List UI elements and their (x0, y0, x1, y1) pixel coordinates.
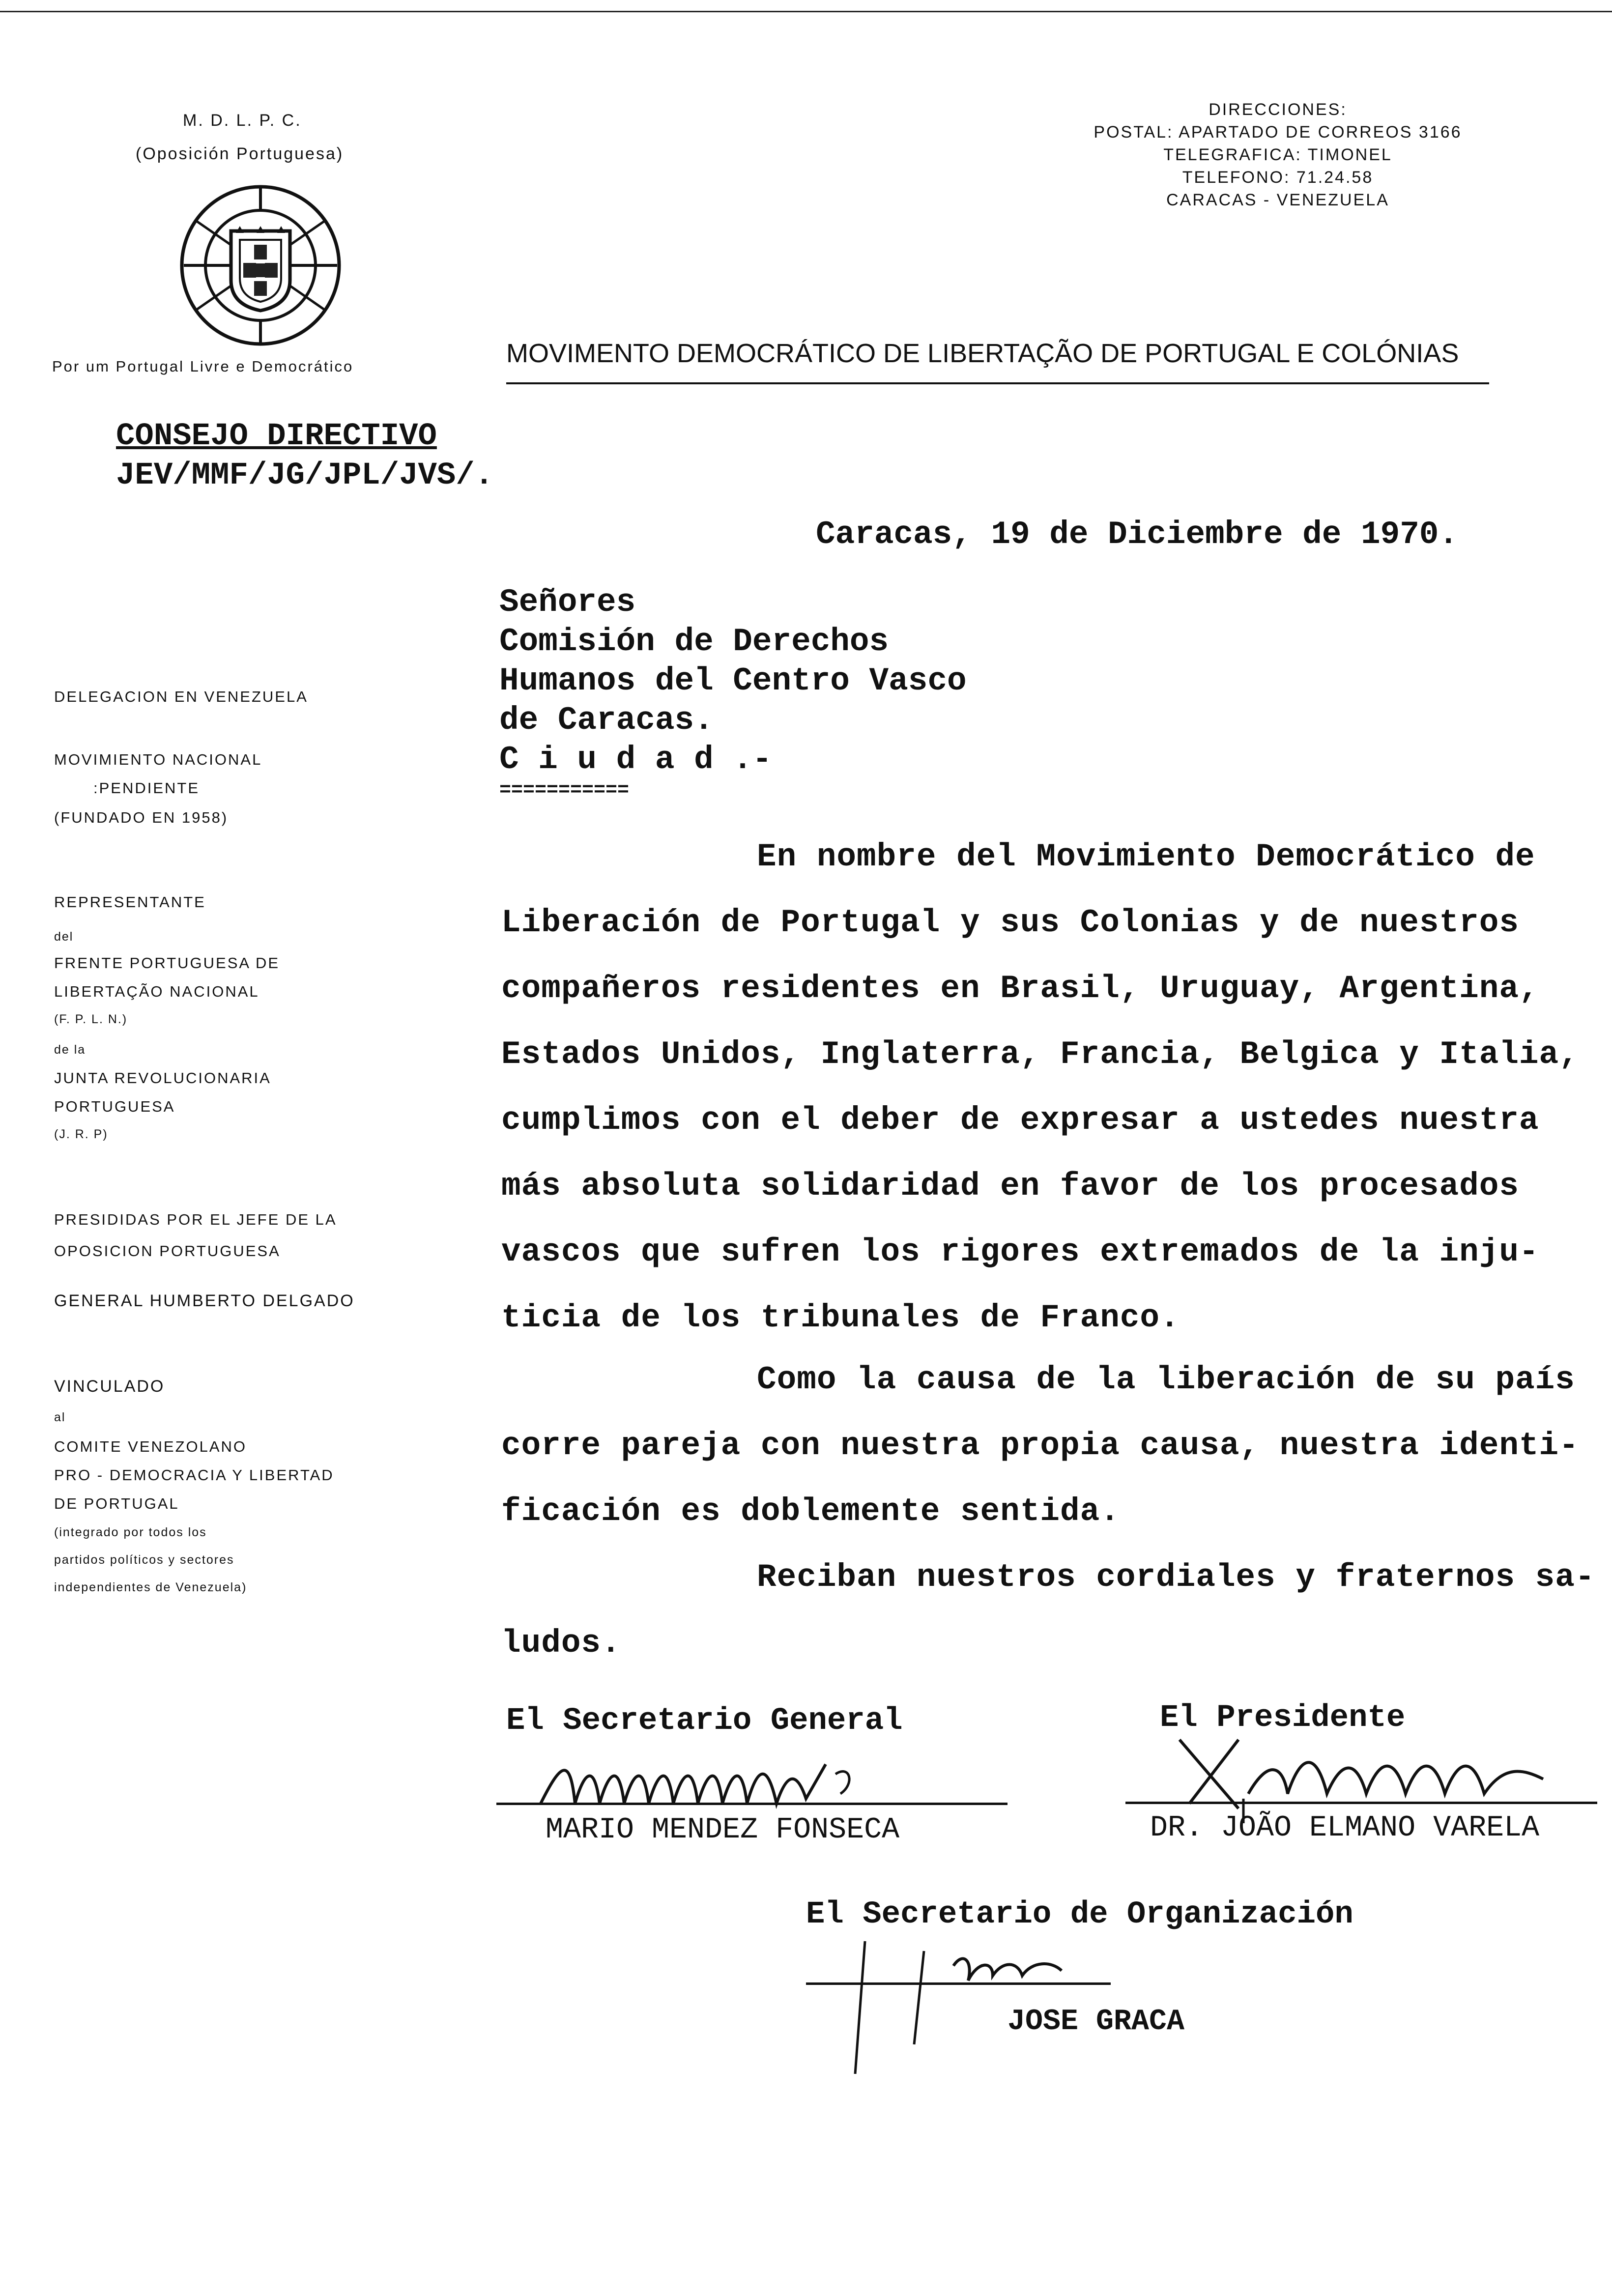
sidebar-frente: LIBERTAÇÃO NACIONAL (54, 983, 259, 1000)
sidebar-junta: PORTUGUESA (54, 1098, 175, 1115)
org-acronym: M. D. L. P. C. (183, 111, 302, 130)
sidebar-al: al (54, 1410, 66, 1424)
president-title: El Presidente (1160, 1700, 1406, 1736)
sidebar-integrado: (integrado por todos los (54, 1525, 207, 1539)
recipient-rule: =========== (499, 779, 630, 802)
sidebar-integrado: independientes de Venezuela) (54, 1580, 247, 1594)
sidebar-delegation: DELEGACION EN VENEZUELA (54, 688, 308, 705)
address-block (1062, 98, 1494, 211)
body-line: corre pareja con nuestra propia causa, nuestra identi- (501, 1427, 1579, 1464)
recipient-line: Humanos del Centro Vasco (499, 662, 967, 699)
sidebar-del: del (54, 930, 74, 944)
sidebar-junta: (J. R. P) (54, 1127, 108, 1141)
sidebar-presididas: PRESIDIDAS POR EL JEFE DE LA (54, 1211, 337, 1228)
address-city: CARACAS - VENEZUELA (1166, 191, 1389, 209)
letter-date: Caracas, 19 de Diciembre de 1970. (816, 516, 1459, 553)
president-name: DR. JOÃO ELMANO VARELA (1150, 1811, 1540, 1845)
sidebar-comite: DE PORTUGAL (54, 1495, 179, 1512)
address-telegraph: TELEGRAFICA: TIMONEL (1163, 145, 1392, 164)
sidebar-representante: REPRESENTANTE (54, 893, 206, 911)
secretary-general-name: MARIO MENDEZ FONSECA (546, 1813, 900, 1847)
sidebar-movement: :PENDIENTE (93, 779, 200, 797)
body-line: ludos. (501, 1625, 621, 1662)
organization-secretary-title: El Secretario de Organización (806, 1897, 1353, 1932)
body-line: Como la causa de la liberación de su país (757, 1361, 1575, 1398)
sidebar-de-la: de la (54, 1043, 86, 1057)
sidebar-comite: PRO - DEMOCRACIA Y LIBERTAD (54, 1466, 334, 1484)
recipient-line: C i u d a d .- (499, 741, 772, 778)
sidebar-vinculado: VINCULADO (54, 1377, 165, 1396)
sidebar-junta: JUNTA REVOLUCIONARIA (54, 1069, 271, 1087)
secretary-signature-line (496, 1803, 1008, 1805)
org-name: MOVIMENTO DEMOCRÁTICO DE LIBERTAÇÃO DE PORTUGAL E COLÓNIAS (506, 339, 1459, 368)
body-line: Reciban nuestros cordiales y fraternos sa- (757, 1559, 1595, 1596)
page-top-rule (0, 11, 1612, 12)
body-line: compañeros residentes en Brasil, Uruguay, Argentina, (501, 970, 1539, 1007)
address-phone: TELEFONO: 71.24.58 (1182, 168, 1374, 187)
sidebar-general: GENERAL HUMBERTO DELGADO (54, 1292, 355, 1310)
ref-title: CONSEJO DIRECTIVO (116, 419, 437, 454)
body-line: ficación es doblemente sentida. (501, 1493, 1120, 1530)
sidebar-frente: FRENTE PORTUGUESA DE (54, 954, 280, 972)
secretary-general-title: El Secretario General (506, 1703, 903, 1739)
sidebar-movement: (FUNDADO EN 1958) (54, 809, 229, 826)
secretary-signature-icon (531, 1735, 973, 1818)
org-motto: Por um Portugal Livre e Democrático (52, 358, 354, 375)
body-line: ticia de los tribunales de Franco. (501, 1299, 1180, 1336)
address-heading: DIRECCIONES: (1209, 100, 1347, 119)
recipient-line: Señores (499, 584, 636, 621)
organization-secretary-name: JOSE GRACA (1008, 2005, 1185, 2038)
recipient-line: de Caracas. (499, 702, 714, 739)
body-line: En nombre del Movimiento Democrático de (757, 838, 1535, 875)
recipient-line: Comisión de Derechos (499, 623, 889, 660)
body-line: más absoluta solidaridad en favor de los procesados (501, 1168, 1519, 1205)
ref-code: JEV/MMF/JG/JPL/JVS/. (116, 458, 494, 493)
organization-secretary-signature-line (806, 1982, 1111, 1985)
president-signature-line (1125, 1802, 1597, 1804)
sidebar-integrado: partidos políticos y sectores (54, 1553, 234, 1567)
body-line: vascos que sufren los rigores extremados de la inju- (501, 1234, 1539, 1270)
sidebar-frente: (F. P. L. N.) (54, 1012, 128, 1026)
body-line: Liberación de Portugal y sus Colonias y de nuestros (501, 904, 1519, 941)
header-rule (506, 382, 1489, 384)
president-signature-icon (1170, 1720, 1592, 1823)
body-line: Estados Unidos, Inglaterra, Francia, Belgica y Italia, (501, 1036, 1579, 1073)
sidebar-movement: MOVIMIENTO NACIONAL (54, 751, 262, 768)
sidebar-comite: COMITE VENEZOLANO (54, 1438, 247, 1455)
org-subtitle: (Oposición Portuguesa) (136, 144, 344, 163)
recipient-block (499, 583, 967, 802)
sidebar-presididas: OPOSICION PORTUGUESA (54, 1242, 281, 1260)
address-postal: POSTAL: APARTADO DE CORREOS 3166 (1094, 123, 1462, 142)
body-line: cumplimos con el deber de expresar a ustedes nuestra (501, 1102, 1539, 1139)
portuguese-coat-of-arms-icon (177, 182, 344, 349)
